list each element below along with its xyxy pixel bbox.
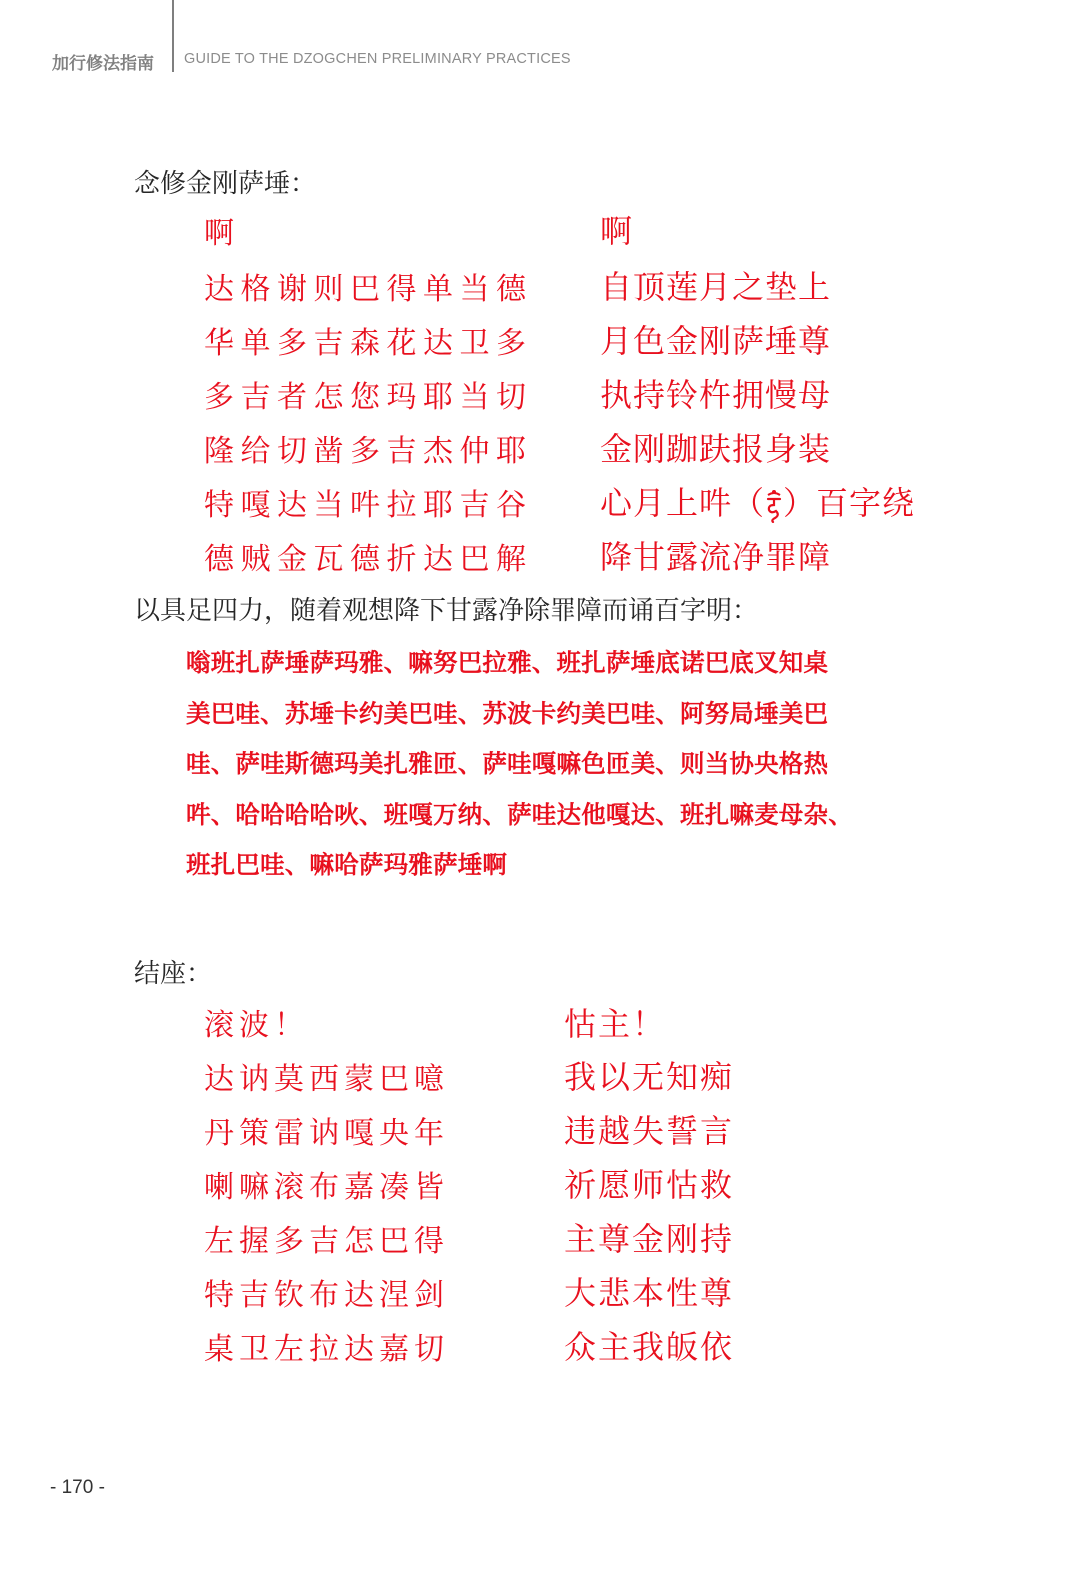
verse-line (600, 478, 915, 524)
verse-line: 达格谢则巴得单当德 (204, 272, 533, 307)
mantra-line: 美巴哇、苏埵卡约美巴哇、苏波卡约美巴哇、阿努局埵美巴 (186, 698, 829, 728)
verse-line: 违越失誓言 (564, 1112, 735, 1150)
mantra-line: 班扎巴哇、嘛哈萨玛雅萨埵啊 (186, 850, 508, 879)
mantra-line: 嗡班扎萨埵萨玛雅、嘛努巴拉雅、班扎萨埵底诺巴底叉知桌 (186, 648, 829, 677)
header-divider (172, 0, 174, 72)
verse-line: 喇嘛滚布嘉凑皆 (204, 1170, 449, 1205)
verse-line: 啊 (204, 216, 241, 251)
instruction-text: 以具足四力，随着观想降下甘露净除罪障而诵百字明： (134, 596, 759, 626)
mantra-line: 哇、萨哇斯德玛美扎雅匝、萨哇嘎嘛色匝美、则当协央格热 (186, 749, 829, 778)
section2-label: 结座： (134, 959, 213, 989)
verse-line: 怙主！ (564, 1005, 667, 1043)
verse-line: 自顶莲月之垫上 (600, 268, 832, 306)
verse-line: 我以无知痴 (564, 1058, 735, 1096)
verse-line: 滚波！ (204, 1008, 309, 1043)
verse-line: 桌卫左拉达嘉切 (204, 1332, 449, 1367)
verse-line: 华单多吉森花达卫多 (204, 326, 533, 361)
verse-line: 左握多吉怎巴得 (204, 1224, 449, 1259)
verse-line: 降甘露流净罪障 (600, 538, 832, 576)
header-title-english: GUIDE TO THE DZOGCHEN PRELIMINARY PRACTICES (184, 51, 571, 67)
verse-line: 啊 (600, 212, 634, 250)
section1-label: 念修金刚萨埵： (134, 169, 317, 199)
verse-line: 德贼金瓦德折达巴解 (204, 542, 533, 577)
verse-line: 特吉钦布达涅剑 (204, 1278, 449, 1313)
verse-line: 金刚跏趺报身装 (600, 430, 832, 468)
hundred-syllable-mantra (186, 638, 926, 891)
verse-line-part: 心月上吽（ (600, 484, 766, 522)
verse-line-part: ）百字绕 (783, 484, 916, 522)
verse-line: 丹策雷讷嘎央年 (204, 1116, 449, 1151)
verse-line: 执持铃杵拥慢母 (600, 376, 832, 414)
verse-line: 大悲本性尊 (564, 1274, 735, 1312)
header-title-chinese: 加行修法指南 (52, 54, 154, 74)
verse-line: 主尊金刚持 (564, 1220, 735, 1258)
hum-syllable-icon (763, 489, 785, 523)
mantra-line: 吽、哈哈哈哈吙、班嘎万纳、萨哇达他嘎达、班扎嘛麦母杂、 (186, 799, 853, 829)
verse-line: 多吉者怎您玛耶当切 (204, 380, 533, 415)
verse-line: 隆给切凿多吉杰仲耶 (204, 434, 533, 469)
verse-line: 众主我皈依 (564, 1328, 735, 1366)
page-number: - 170 - (50, 1477, 105, 1498)
verse-line: 祈愿师怙救 (564, 1166, 735, 1204)
verse-line: 达讷莫西蒙巴噫 (204, 1062, 449, 1097)
verse-line: 月色金刚萨埵尊 (600, 322, 832, 360)
verse-line: 特嘎达当吽拉耶吉谷 (204, 488, 533, 523)
